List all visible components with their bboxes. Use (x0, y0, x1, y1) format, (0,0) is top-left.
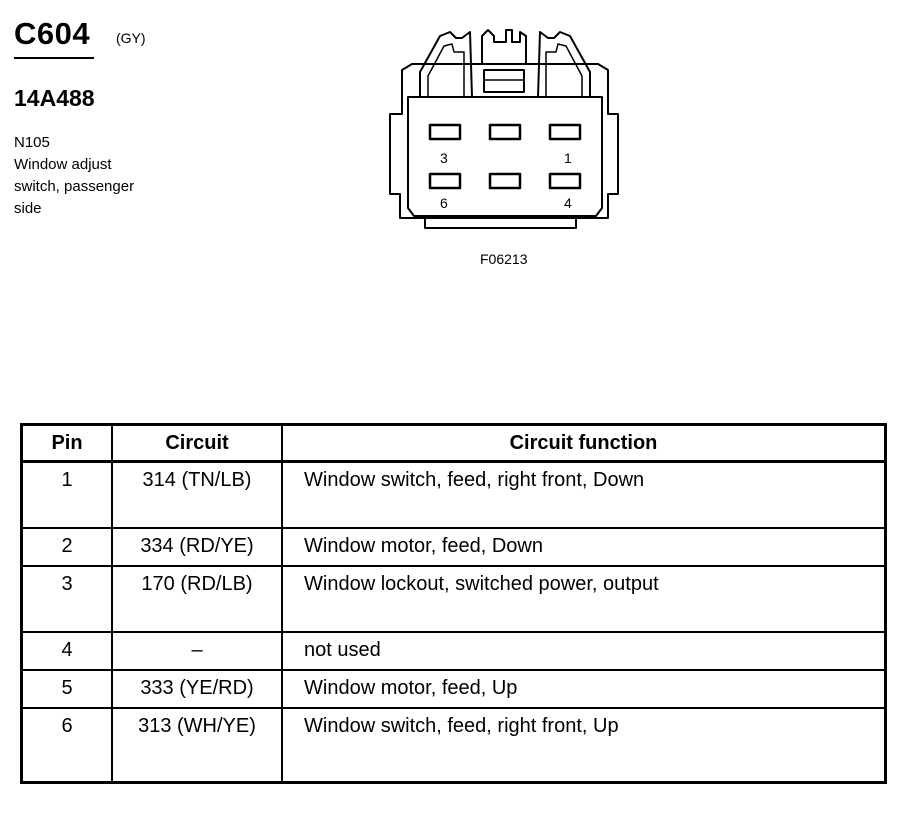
function-column-header: Circuit function (282, 425, 886, 462)
pin-cell: 6 (22, 708, 113, 783)
connector-id: C604 (14, 16, 91, 51)
table-row (22, 632, 886, 670)
pin-cell: 2 (22, 528, 113, 566)
component-description (14, 132, 134, 220)
pin-cell: 3 (22, 566, 113, 632)
connector-color: (GY) (116, 30, 146, 46)
pin-cavity-6 (430, 174, 460, 188)
pin-cell: 5 (22, 670, 113, 708)
circuit-cell: 334 (RD/YE) (112, 528, 282, 566)
connector-face (408, 97, 602, 216)
connector-housing (390, 64, 618, 218)
table-header-row (22, 425, 886, 462)
center-latch (482, 30, 526, 64)
circuit-cell: 313 (WH/YE) (112, 708, 282, 783)
pin-cavity-2 (490, 125, 520, 139)
circuit-cell: 333 (YE/RD) (112, 670, 282, 708)
pin-cavity-4 (550, 174, 580, 188)
pin-label-3: 3 (440, 150, 448, 166)
pin-label-6: 6 (440, 195, 448, 211)
table-row (22, 528, 886, 566)
pin-cell: 4 (22, 632, 113, 670)
part-number: 14A488 (14, 85, 95, 111)
connector-face-diagram (380, 22, 630, 242)
function-cell: Window lockout, switched power, output (282, 566, 886, 632)
table-row (22, 708, 886, 783)
circuit-column-header: Circuit (112, 425, 282, 462)
pin-cavity-1 (550, 125, 580, 139)
pin-column-header: Pin (22, 425, 113, 462)
circuit-cell: – (112, 632, 282, 670)
component-line: switch, passenger (14, 178, 135, 195)
component-line: side (14, 200, 42, 217)
pin-label-4: 4 (564, 195, 572, 211)
center-lock-tab (484, 70, 524, 92)
connector-id-underline (14, 57, 94, 59)
pin-cavity-5 (490, 174, 520, 188)
pinout-table (20, 423, 887, 784)
table-row (22, 566, 886, 632)
table-row (22, 670, 886, 708)
table-row (22, 462, 886, 529)
pin-cavity-3 (430, 125, 460, 139)
figure-id: F06213 (480, 251, 528, 267)
circuit-cell: 314 (TN/LB) (112, 462, 282, 529)
component-line: Window adjust (14, 156, 112, 173)
function-cell: Window switch, feed, right front, Up (282, 708, 886, 783)
pin-label-1: 1 (564, 150, 572, 166)
function-cell: not used (282, 632, 886, 670)
function-cell: Window switch, feed, right front, Down (282, 462, 886, 529)
function-cell: Window motor, feed, Up (282, 670, 886, 708)
pin-cell: 1 (22, 462, 113, 529)
circuit-cell: 170 (RD/LB) (112, 566, 282, 632)
function-cell: Window motor, feed, Down (282, 528, 886, 566)
component-line: N105 (14, 134, 50, 151)
connector-lip (425, 218, 576, 228)
